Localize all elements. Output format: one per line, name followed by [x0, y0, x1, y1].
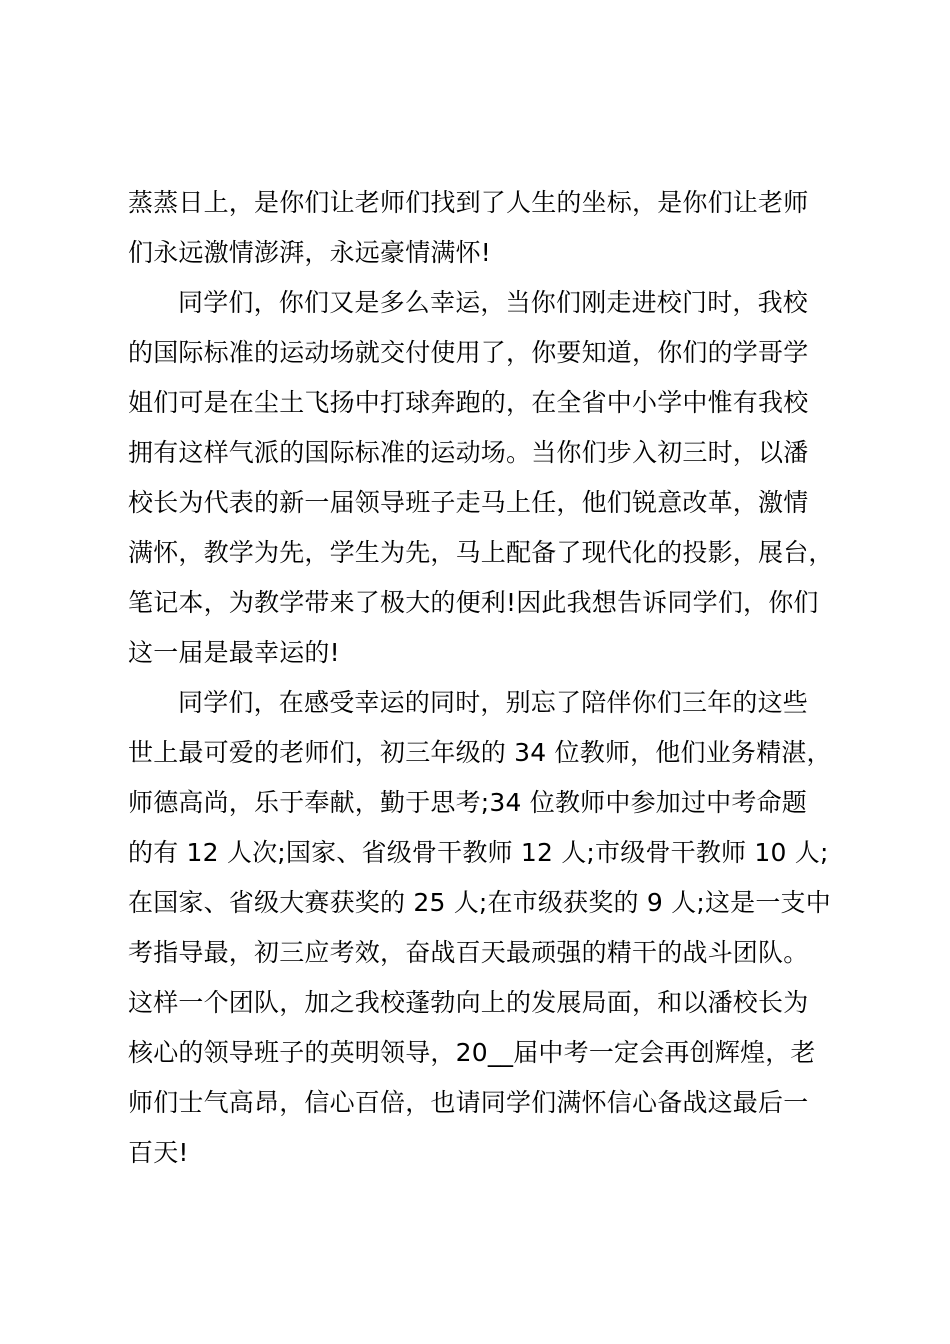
text-line: 姐们可是在尘土飞扬中打球奔跑的，在全省中小学中惟有我校 — [128, 388, 809, 417]
text-line: 在国家、省级大赛获奖的 25 人;在市级获奖的 9 人;这是一支中 — [128, 888, 831, 917]
text-line: 的有 12 人次;国家、省级骨干教师 12 人;市级骨干教师 10 人; — [128, 838, 829, 867]
text-line: 这一届是最幸运的! — [128, 638, 340, 667]
text-line: 校长为代表的新一届领导班子走马上任，他们锐意改革，激情 — [128, 488, 809, 517]
paragraph-first-line: 同学们，你们又是多么幸运，当你们刚走进校门时，我校 — [178, 288, 809, 317]
paragraph-first-line: 同学们，在感受幸运的同时，别忘了陪伴你们三年的这些 — [178, 688, 809, 717]
text-line: 世上最可爱的老师们，初三年级的 34 位教师，他们业务精湛， — [128, 738, 832, 767]
text-line: 蒸蒸日上，是你们让老师们找到了人生的坐标，是你们让老师 — [128, 188, 809, 217]
text-line: 满怀，教学为先，学生为先，马上配备了现代化的投影，展台， — [128, 538, 834, 567]
text-line: 师们士气高昂，信心百倍，也请同学们满怀信心备战这最后一 — [128, 1088, 809, 1117]
text-line: 笔记本，为教学带来了极大的便利!因此我想告诉同学们，你们 — [128, 588, 819, 617]
text-line: 们永远激情澎湃，永远豪情满怀! — [128, 238, 492, 267]
text-line: 的国际标准的运动场就交付使用了，你要知道，你们的学哥学 — [128, 338, 809, 367]
text-line: 百天! — [128, 1138, 189, 1167]
text-line: 师德高尚，乐于奉献，勤于思考;34 位教师中参加过中考命题 — [128, 788, 807, 817]
text-line: 考指导最，初三应考效，奋战百天最顽强的精干的战斗团队。 — [128, 938, 809, 967]
text-line: 拥有这样气派的国际标准的运动场。当你们步入初三时，以潘 — [128, 438, 809, 467]
text-line: 核心的领导班子的英明领导，20__届中考一定会再创辉煌，老 — [128, 1038, 816, 1067]
text-line: 这样一个团队，加之我校蓬勃向上的发展局面，和以潘校长为 — [128, 988, 809, 1017]
